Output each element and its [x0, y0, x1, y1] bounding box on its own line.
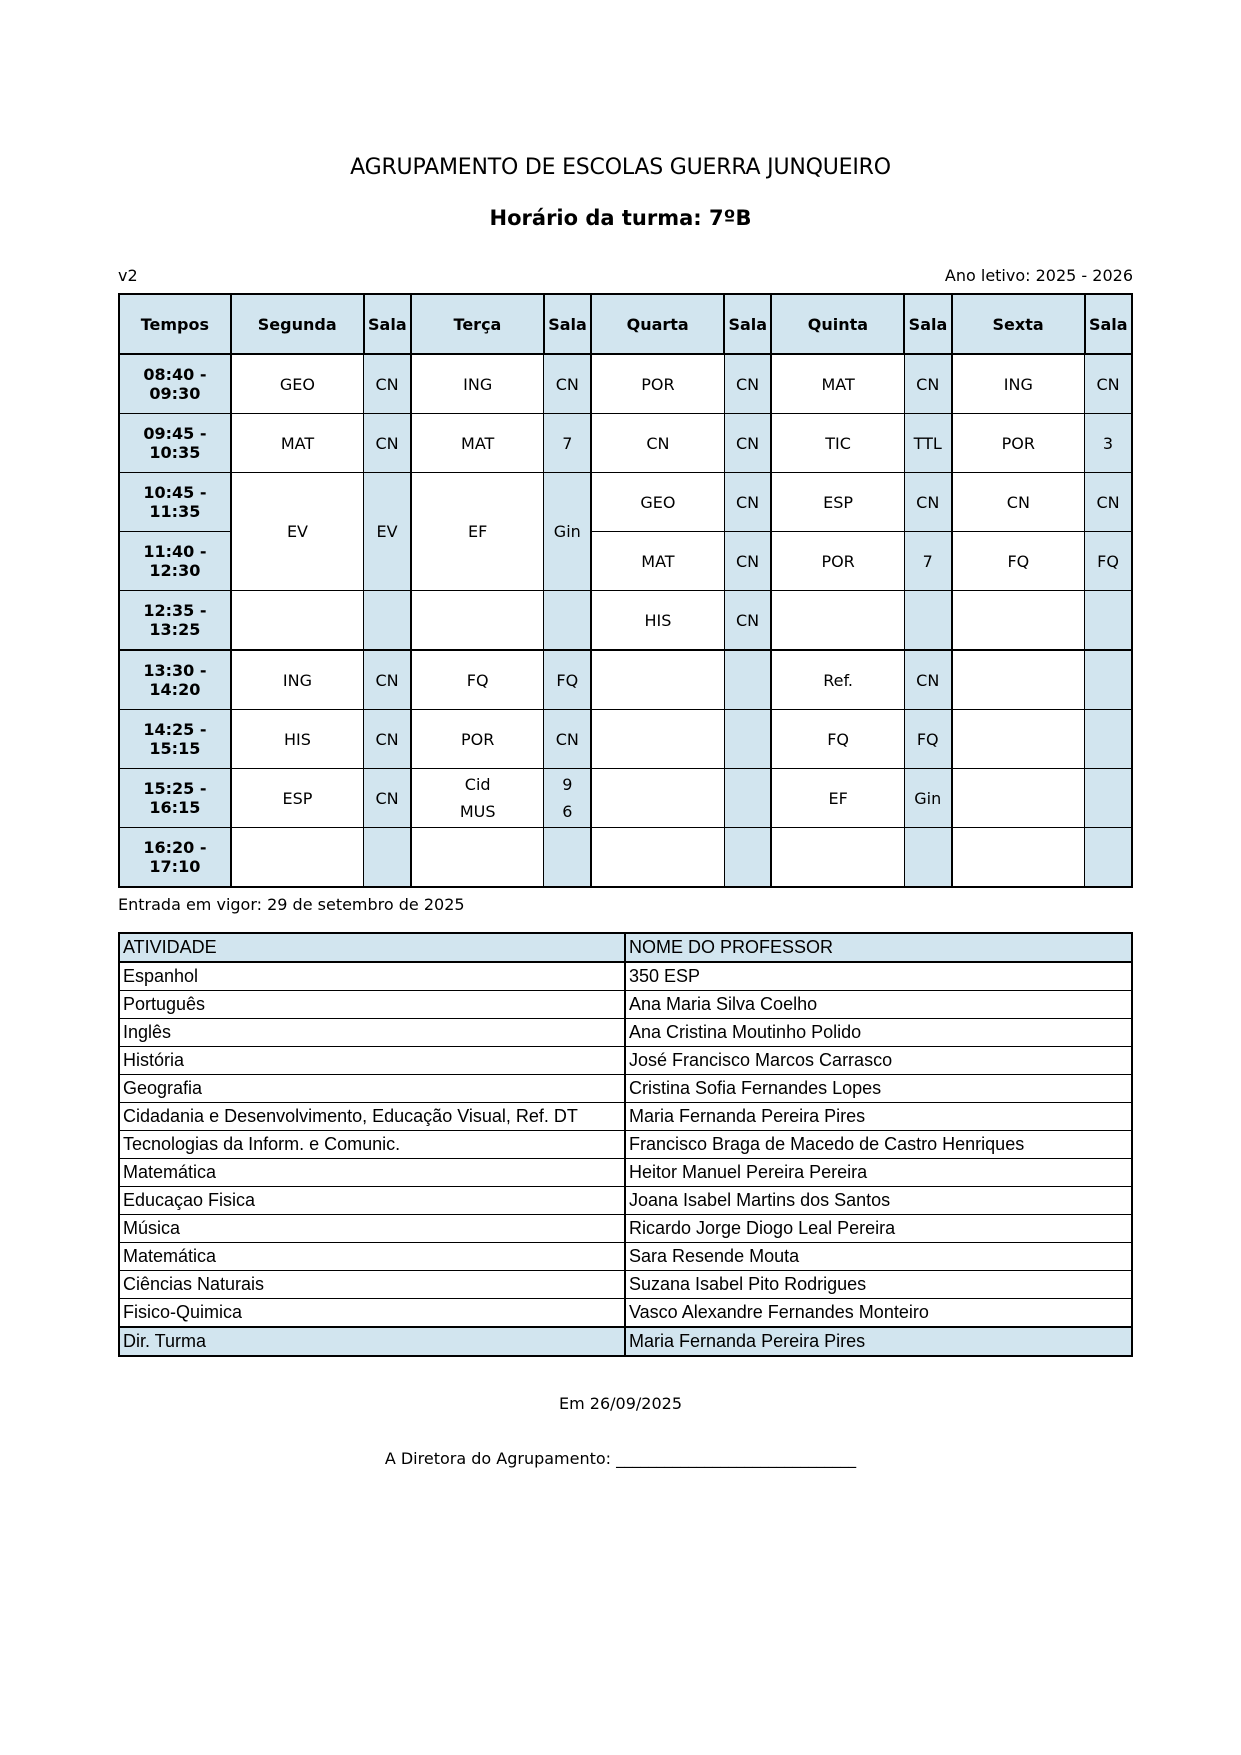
- column-header: Sala: [724, 294, 771, 354]
- teacher-row: [119, 1047, 1132, 1075]
- room-cell: CN: [364, 769, 411, 828]
- room-cell: [544, 828, 591, 888]
- subject-cell: [952, 650, 1085, 710]
- schedule-header-row: [119, 294, 1132, 354]
- subject-cell: MAT: [771, 354, 904, 414]
- class-director-row: [119, 1327, 1132, 1356]
- subject-cell: [591, 828, 724, 888]
- teachers-header-row: [119, 933, 1132, 962]
- room-cell: [724, 828, 771, 888]
- subject-cell: TIC: [771, 414, 904, 473]
- subject-cell: [952, 591, 1085, 651]
- teacher-cell: Ricardo Jorge Diogo Leal Pereira: [625, 1215, 1132, 1243]
- schedule-row: [119, 828, 1132, 888]
- schedule-row: [119, 414, 1132, 473]
- column-header: Sala: [364, 294, 411, 354]
- room-cell: [904, 828, 951, 888]
- time-slot: 09:45 - 10:35: [119, 414, 231, 473]
- room-cell: 7: [904, 532, 951, 591]
- column-header: Segunda: [231, 294, 364, 354]
- room-cell: TTL: [904, 414, 951, 473]
- activity-cell: Inglês: [119, 1019, 625, 1047]
- activity-cell: Fisico-Quimica: [119, 1299, 625, 1328]
- column-header-activity: ATIVIDADE: [119, 933, 625, 962]
- room-cell: [724, 710, 771, 769]
- subject-cell: FQ: [411, 650, 544, 710]
- subject-cell: ESP: [771, 473, 904, 532]
- activity-cell: Música: [119, 1215, 625, 1243]
- teacher-cell: 350 ESP: [625, 962, 1132, 991]
- room-cell: [724, 769, 771, 828]
- time-slot: 08:40 - 09:30: [119, 354, 231, 414]
- school-year: Ano letivo: 2025 - 2026: [944, 266, 1133, 285]
- room-cell: CN: [904, 473, 951, 532]
- subject-cell: [231, 828, 364, 888]
- activity-cell: Geografia: [119, 1075, 625, 1103]
- room-cell: FQ: [544, 650, 591, 710]
- teacher-row: [119, 962, 1132, 991]
- activity-cell: Matemática: [119, 1159, 625, 1187]
- subject-cell: GEO: [591, 473, 724, 532]
- room-cell: CN: [544, 354, 591, 414]
- room-cell: CN: [544, 710, 591, 769]
- teachers-table: [118, 932, 1133, 1357]
- subject-cell: [952, 710, 1085, 769]
- subject-cell: ING: [231, 650, 364, 710]
- teacher-row: [119, 1159, 1132, 1187]
- subject-cell: CN: [591, 414, 724, 473]
- column-header: Sala: [1085, 294, 1132, 354]
- subject-cell: [771, 828, 904, 888]
- room-cell: [1085, 650, 1132, 710]
- activity-cell: História: [119, 1047, 625, 1075]
- subject-cell: [771, 591, 904, 651]
- schedule-row: [119, 354, 1132, 414]
- subject-cell: CN: [952, 473, 1085, 532]
- activity-cell: Tecnologias da Inform. e Comunic.: [119, 1131, 625, 1159]
- subject-cell: POR: [952, 414, 1085, 473]
- subject-cell: ING: [952, 354, 1085, 414]
- time-slot: 11:40 - 12:30: [119, 532, 231, 591]
- teacher-row: [119, 1271, 1132, 1299]
- teacher-row: [119, 1131, 1132, 1159]
- subject-cell: ING: [411, 354, 544, 414]
- room-cell: CN: [364, 354, 411, 414]
- room-cell: CN: [724, 532, 771, 591]
- subject-cell: HIS: [591, 591, 724, 651]
- teacher-cell: Maria Fernanda Pereira Pires: [625, 1327, 1132, 1356]
- subject-cell: [591, 650, 724, 710]
- room-line: 9: [562, 775, 573, 794]
- room-cell: 3: [1085, 414, 1132, 473]
- activity-cell: Português: [119, 991, 625, 1019]
- teacher-row: [119, 1215, 1132, 1243]
- teacher-cell: Vasco Alexandre Fernandes Monteiro: [625, 1299, 1132, 1328]
- schedule-row: [119, 591, 1132, 651]
- room-cell: CN: [364, 414, 411, 473]
- subject-cell: EF: [411, 473, 544, 591]
- subject-cell: HIS: [231, 710, 364, 769]
- subject-cell: MAT: [591, 532, 724, 591]
- subject-cell: Ref.: [771, 650, 904, 710]
- room-cell: [1085, 710, 1132, 769]
- teacher-row: [119, 1019, 1132, 1047]
- room-cell: CN: [1085, 354, 1132, 414]
- subject-cell: POR: [591, 354, 724, 414]
- column-header: Quarta: [591, 294, 724, 354]
- activity-cell: Ciências Naturais: [119, 1271, 625, 1299]
- room-cell: EV: [364, 473, 411, 591]
- subject-cell: GEO: [231, 354, 364, 414]
- subject-cell: [952, 828, 1085, 888]
- subject-cell: [591, 710, 724, 769]
- activity-cell: Matemática: [119, 1243, 625, 1271]
- teacher-cell: Francisco Braga de Macedo de Castro Henriques: [625, 1131, 1132, 1159]
- room-cell: CN: [724, 591, 771, 651]
- room-cell: [1085, 591, 1132, 651]
- room-cell: [904, 591, 951, 651]
- teacher-row: [119, 1103, 1132, 1131]
- time-slot: 10:45 - 11:35: [119, 473, 231, 532]
- subject-cell: FQ: [952, 532, 1085, 591]
- activity-cell: Dir. Turma: [119, 1327, 625, 1356]
- subject-cell: MAT: [411, 414, 544, 473]
- subject-cell: MAT: [231, 414, 364, 473]
- teacher-cell: Joana Isabel Martins dos Santos: [625, 1187, 1132, 1215]
- activity-cell: Espanhol: [119, 962, 625, 991]
- room-cell: [364, 591, 411, 651]
- room-cell: CN: [724, 414, 771, 473]
- column-header-teacher: NOME DO PROFESSOR: [625, 933, 1132, 962]
- subject-cell: [411, 591, 544, 651]
- column-header: Sala: [544, 294, 591, 354]
- room-cell: FQ: [904, 710, 951, 769]
- schedule-row: [119, 769, 1132, 828]
- time-slot: 15:25 - 16:15: [119, 769, 231, 828]
- column-header: Sexta: [952, 294, 1085, 354]
- teacher-row: [119, 1187, 1132, 1215]
- subject-line: Cid: [464, 775, 491, 794]
- subject-cell: POR: [771, 532, 904, 591]
- time-slot: 13:30 - 14:20: [119, 650, 231, 710]
- teacher-cell: José Francisco Marcos Carrasco: [625, 1047, 1132, 1075]
- schedule-row: [119, 710, 1132, 769]
- teacher-cell: Ana Maria Silva Coelho: [625, 991, 1132, 1019]
- room-cell: 7: [544, 414, 591, 473]
- column-header: Tempos: [119, 294, 231, 354]
- teacher-cell: Suzana Isabel Pito Rodrigues: [625, 1271, 1132, 1299]
- room-cell: CN: [724, 354, 771, 414]
- subject-cell: EV: [231, 473, 364, 591]
- room-cell: [544, 591, 591, 651]
- schedule-row: [119, 473, 1132, 532]
- effective-date: Entrada em vigor: 29 de setembro de 2025: [118, 895, 465, 914]
- schedule-row: [119, 650, 1132, 710]
- teacher-cell: Sara Resende Mouta: [625, 1243, 1132, 1271]
- time-slot: 12:35 - 13:25: [119, 591, 231, 651]
- room-cell: [724, 650, 771, 710]
- subject-line: MUS: [459, 802, 496, 821]
- teacher-cell: Maria Fernanda Pereira Pires: [625, 1103, 1132, 1131]
- time-slot: 16:20 - 17:10: [119, 828, 231, 888]
- room-cell-multi: [544, 769, 591, 828]
- teacher-row: [119, 1299, 1132, 1328]
- column-header: Quinta: [771, 294, 904, 354]
- room-cell: Gin: [904, 769, 951, 828]
- room-cell: CN: [364, 650, 411, 710]
- subject-cell: EF: [771, 769, 904, 828]
- subject-cell: ESP: [231, 769, 364, 828]
- school-name: AGRUPAMENTO DE ESCOLAS GUERRA JUNQUEIRO: [350, 155, 891, 180]
- subject-cell: [591, 769, 724, 828]
- room-line: 6: [562, 802, 573, 821]
- room-cell: [364, 828, 411, 888]
- document-date: Em 26/09/2025: [559, 1394, 682, 1413]
- subject-cell: [952, 769, 1085, 828]
- teacher-row: [119, 1075, 1132, 1103]
- subject-cell: FQ: [771, 710, 904, 769]
- room-cell: CN: [724, 473, 771, 532]
- room-cell: [1085, 828, 1132, 888]
- activity-cell: Cidadania e Desenvolvimento, Educação Visual, Ref. DT: [119, 1103, 625, 1131]
- subject-cell: [411, 828, 544, 888]
- teacher-cell: Ana Cristina Moutinho Polido: [625, 1019, 1132, 1047]
- teacher-row: [119, 1243, 1132, 1271]
- room-cell: CN: [364, 710, 411, 769]
- class-schedule-title: Horário da turma: 7ºB: [489, 206, 752, 230]
- subject-cell: POR: [411, 710, 544, 769]
- column-header: Sala: [904, 294, 951, 354]
- subject-cell-multi: [411, 769, 544, 828]
- room-cell: [1085, 769, 1132, 828]
- room-cell: CN: [904, 354, 951, 414]
- room-cell: CN: [1085, 473, 1132, 532]
- room-cell: Gin: [544, 473, 591, 591]
- time-slot: 14:25 - 15:15: [119, 710, 231, 769]
- teacher-row: [119, 991, 1132, 1019]
- room-cell: CN: [904, 650, 951, 710]
- teacher-cell: Heitor Manuel Pereira Pereira: [625, 1159, 1132, 1187]
- activity-cell: Educaçao Fisica: [119, 1187, 625, 1215]
- version-label: v2: [118, 266, 138, 285]
- teacher-cell: Cristina Sofia Fernandes Lopes: [625, 1075, 1132, 1103]
- schedule-table: [118, 293, 1133, 888]
- subject-cell: [231, 591, 364, 651]
- director-signature-line: A Diretora do Agrupamento: ______________________________: [384, 1449, 857, 1468]
- column-header: Terça: [411, 294, 544, 354]
- room-cell: FQ: [1085, 532, 1132, 591]
